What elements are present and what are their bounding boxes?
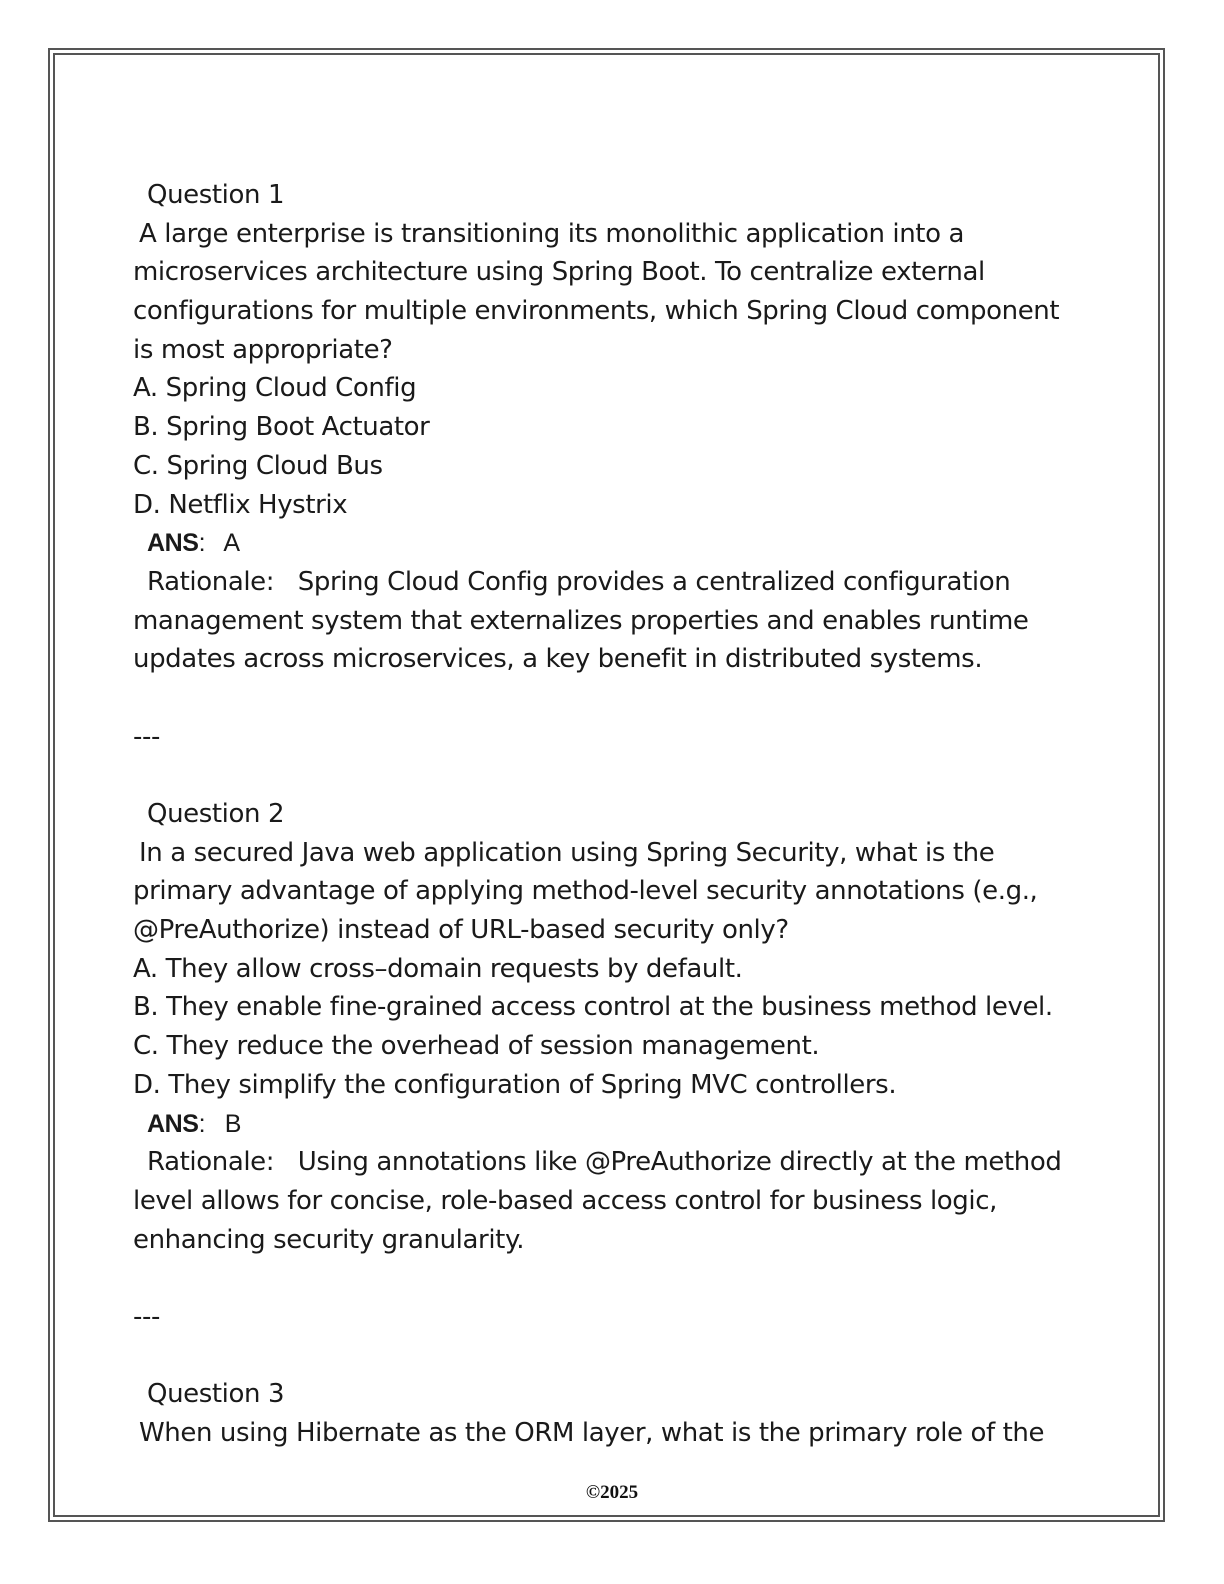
answer-option: D. Netflix Hystrix: [133, 489, 348, 520]
question-block-3: [133, 1375, 1113, 1452]
answer-label: ANS: [147, 529, 199, 558]
rationale-line: enhancing security granularity.: [133, 1224, 525, 1255]
rationale-line: level allows for concise, role-based access control for business logic,: [133, 1185, 997, 1216]
answer-option: D. They simplify the configuration of Spring MVC controllers.: [133, 1069, 897, 1100]
question-stem-line: primary advantage of applying method-level security annotations (e.g.,: [133, 876, 1038, 907]
copyright-footer: ©2025: [585, 1482, 639, 1503]
question-stem-line: is most appropriate?: [133, 334, 393, 365]
answer-line: ANS: A: [147, 529, 240, 558]
question-stem-line: microservices architecture using Spring Boot. To centralize external: [133, 257, 985, 288]
question-stem-line: In a secured Java web application using Spring Security, what is the: [139, 837, 995, 868]
question-block-2: [133, 795, 1113, 1259]
answer-option: C. They reduce the overhead of session management.: [133, 1031, 820, 1062]
rationale-line: updates across microservices, a key benefit in distributed systems.: [133, 644, 983, 675]
answer-value: B: [224, 1109, 242, 1138]
answer-option: C. Spring Cloud Bus: [133, 450, 383, 481]
separator: ---: [133, 721, 160, 752]
document-body: [133, 176, 1113, 1453]
question-title: Question 1: [147, 180, 285, 210]
question-stem-line: A large enterprise is transitioning its monolithic application into a: [139, 218, 964, 249]
separator: ---: [133, 1301, 160, 1332]
answer-option: A. Spring Cloud Config: [133, 373, 417, 404]
answer-option: B. They enable fine-grained access control at the business method level.: [133, 992, 1053, 1023]
question-stem-line: configurations for multiple environments, which Spring Cloud component: [133, 296, 1060, 327]
question-title: Question 3: [147, 1379, 285, 1410]
question-stem-line: @PreAuthorize) instead of URL-based security only?: [133, 915, 789, 946]
question-stem-line: When using Hibernate as the ORM layer, what is the primary role of the: [139, 1418, 1045, 1448]
question-title: Question 2: [147, 799, 285, 829]
rationale-line: management system that externalizes properties and enables runtime: [133, 605, 1029, 636]
answer-value: A: [223, 529, 240, 558]
answer-line: ANS: B: [147, 1109, 242, 1138]
rationale-line: Rationale: Using annotations like @PreAuthorize directly at the method: [147, 1147, 1062, 1178]
answer-label: ANS: [147, 1109, 199, 1138]
answer-option: A. They allow cross–domain requests by default.: [133, 953, 743, 984]
answer-option: B. Spring Boot Actuator: [133, 412, 430, 443]
rationale-line: Rationale: Spring Cloud Config provides a centralized configuration: [147, 566, 1011, 597]
question-block-1: [133, 176, 1113, 679]
